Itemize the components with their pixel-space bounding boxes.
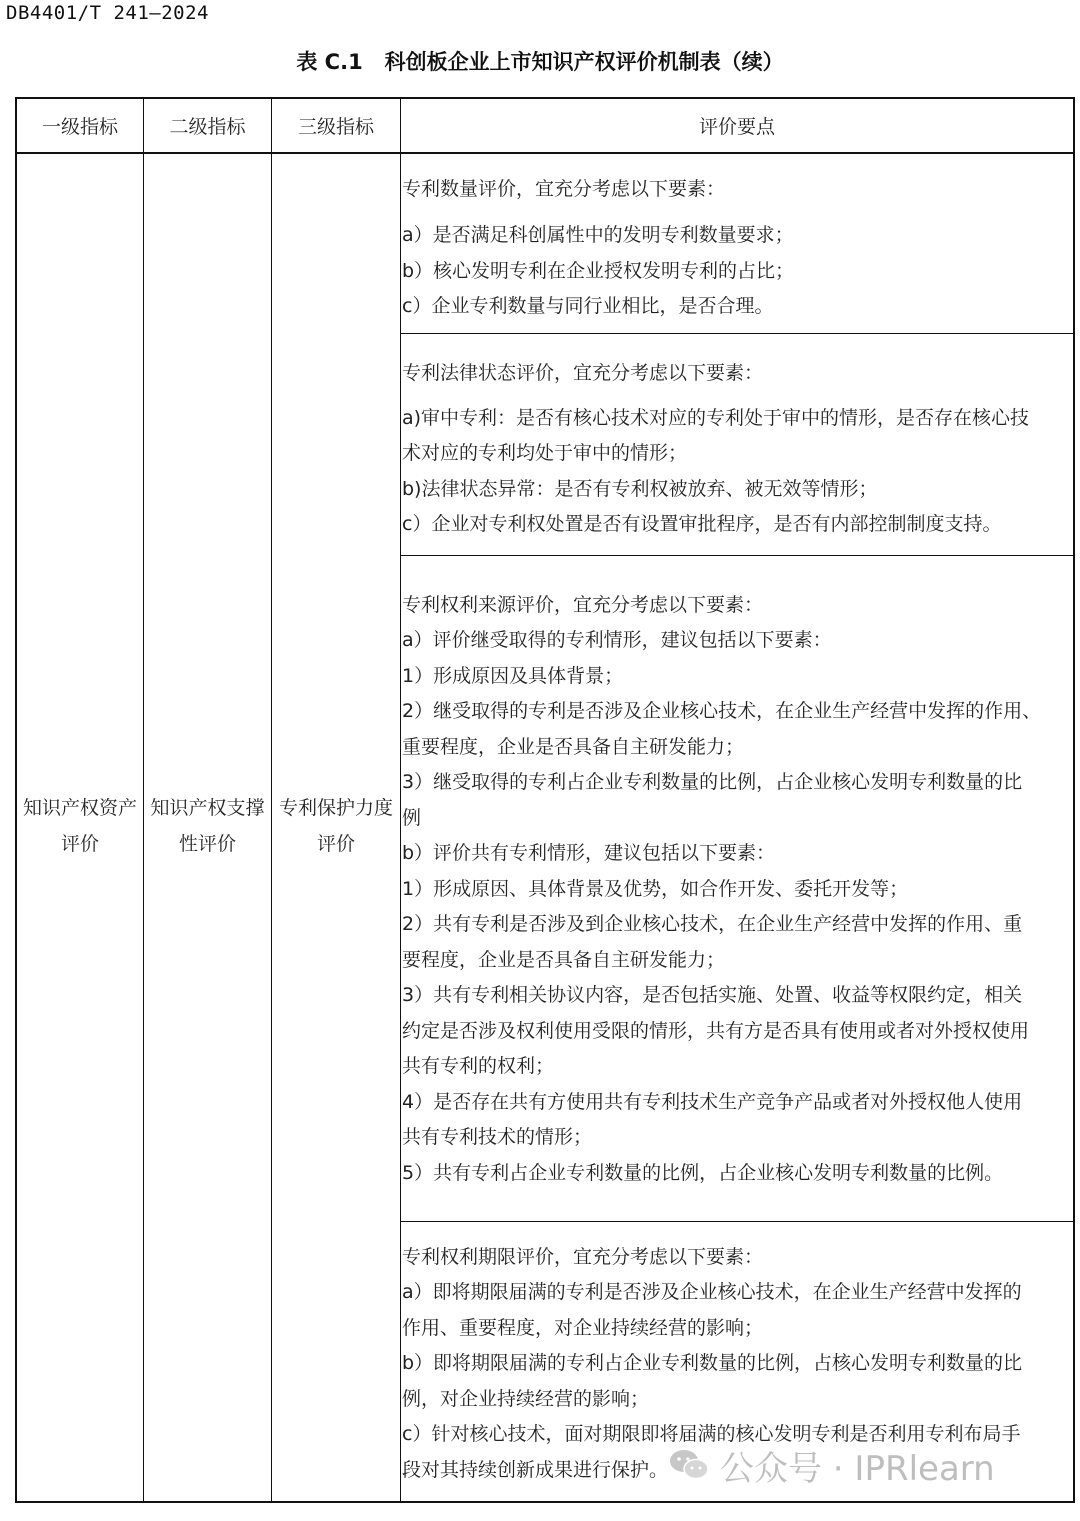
key-point-line: 作用、重要程度，对企业持续经营的影响； xyxy=(402,1317,764,1339)
key-point-line: 1）形成原因、具体背景及优势，如合作开发、委托开发等； xyxy=(402,878,909,900)
key-point-line: 1）形成原因及具体背景； xyxy=(402,665,624,687)
key-point-line: 要程度，企业是否具备自主研发能力； xyxy=(402,949,726,971)
cell-level2-line: 知识产权支撑 xyxy=(150,797,265,819)
cell-level2 xyxy=(144,790,271,862)
key-point-line: 专利权利期限评价，宜充分考虑以下要素： xyxy=(402,1246,764,1268)
key-point-line: b）即将期限届满的专利占企业专利数量的比例，占核心发明专利数量的比 xyxy=(402,1352,1023,1374)
key-point-line: 2）继受取得的专利是否涉及企业核心技术，在企业生产经营中发挥的作用、 xyxy=(402,700,1042,722)
key-point-line: 专利权利来源评价，宜充分考虑以下要素： xyxy=(402,594,764,616)
key-point-line: a)审中专利：是否有核心技术对应的专利处于审中的情形，是否存在核心技 xyxy=(402,407,1030,429)
cell-level3 xyxy=(272,790,400,862)
header-level1: 一级指标 xyxy=(41,116,118,138)
header-level2: 二级指标 xyxy=(169,116,246,138)
key-point-line: b）核心发明专利在企业授权发明专利的占比； xyxy=(402,260,795,282)
key-point-line: 专利数量评价，宜充分考虑以下要素： xyxy=(402,178,726,200)
cell-level2-line: 性评价 xyxy=(178,833,236,855)
key-point-line: 2）共有专利是否涉及到企业核心技术，在企业生产经营中发挥的作用、重 xyxy=(402,913,1023,935)
wechat-icon xyxy=(668,1447,710,1483)
key-point-line: 4）是否存在共有方使用共有专利技术生产竞争产品或者对外授权他人使用 xyxy=(402,1091,1023,1113)
key-point-line: a）即将期限届满的专利是否涉及企业核心技术，在企业生产经营中发挥的 xyxy=(402,1281,1022,1303)
column-divider xyxy=(400,97,401,1503)
key-point-line: 例 xyxy=(402,807,422,829)
key-point-line: c）企业专利数量与同行业相比，是否合理。 xyxy=(402,295,774,317)
key-point-line: c）企业对专利权处置是否有设置审批程序，是否有内部控制制度支持。 xyxy=(402,513,1002,535)
document-code: DB4401/T 241—2024 xyxy=(6,2,209,24)
watermark xyxy=(668,1440,995,1490)
row-divider xyxy=(400,1221,1073,1222)
table-title: 表 C.1 科创板企业上市知识产权评价机制表（续） xyxy=(296,50,784,74)
key-point-line: 约定是否涉及权利使用受限的情形，共有方是否具有使用或者对外授权使用 xyxy=(402,1020,1030,1042)
header-level3: 三级指标 xyxy=(297,116,374,138)
key-point-line: 例，对企业持续经营的影响； xyxy=(402,1388,650,1410)
key-point-line: 专利法律状态评价，宜充分考虑以下要素： xyxy=(402,362,764,384)
key-point-line: a）评价继受取得的专利情形，建议包括以下要素： xyxy=(402,629,832,651)
cell-level1-line: 评价 xyxy=(60,833,99,855)
cell-level1-line: 知识产权资产 xyxy=(22,797,137,819)
key-point-line: 共有专利技术的情形； xyxy=(402,1126,593,1148)
key-point-line: 段对其持续创新成果进行保护。 xyxy=(402,1459,669,1481)
key-point-line: 重要程度，企业是否具备自主研发能力； xyxy=(402,736,745,758)
header-key-points: 评价要点 xyxy=(698,116,775,138)
cell-level3-line: 专利保护力度 xyxy=(278,797,393,819)
key-point-line: c）针对核心技术，面对期限即将届满的核心发明专利是否利用专利布局手 xyxy=(402,1423,1021,1445)
key-point-line: 术对应的专利均处于审中的情形； xyxy=(402,442,688,464)
key-point-line: 3）继受取得的专利占企业专利数量的比例，占企业核心发明专利数量的比 xyxy=(402,771,1023,793)
watermark-text: 公众号 · IPRlearn xyxy=(720,1448,995,1489)
row-divider xyxy=(400,333,1073,334)
key-point-line: 5）共有专利占企业专利数量的比例，占企业核心发明专利数量的比例。 xyxy=(402,1162,1004,1184)
cell-level1 xyxy=(17,790,143,862)
row-divider xyxy=(400,555,1073,556)
key-point-line: b)法律状态异常：是否有专利权被放弃、被无效等情形； xyxy=(402,478,878,500)
key-point-line: 共有专利的权利； xyxy=(402,1055,555,1077)
key-point-line: a）是否满足科创属性中的发明专利数量要求； xyxy=(402,224,794,246)
key-point-line: 3）共有专利相关协议内容，是否包括实施、处置、收益等权限约定，相关 xyxy=(402,984,1023,1006)
key-point-line: b）评价共有专利情形，建议包括以下要素： xyxy=(402,842,776,864)
cell-level3-line: 评价 xyxy=(316,833,355,855)
